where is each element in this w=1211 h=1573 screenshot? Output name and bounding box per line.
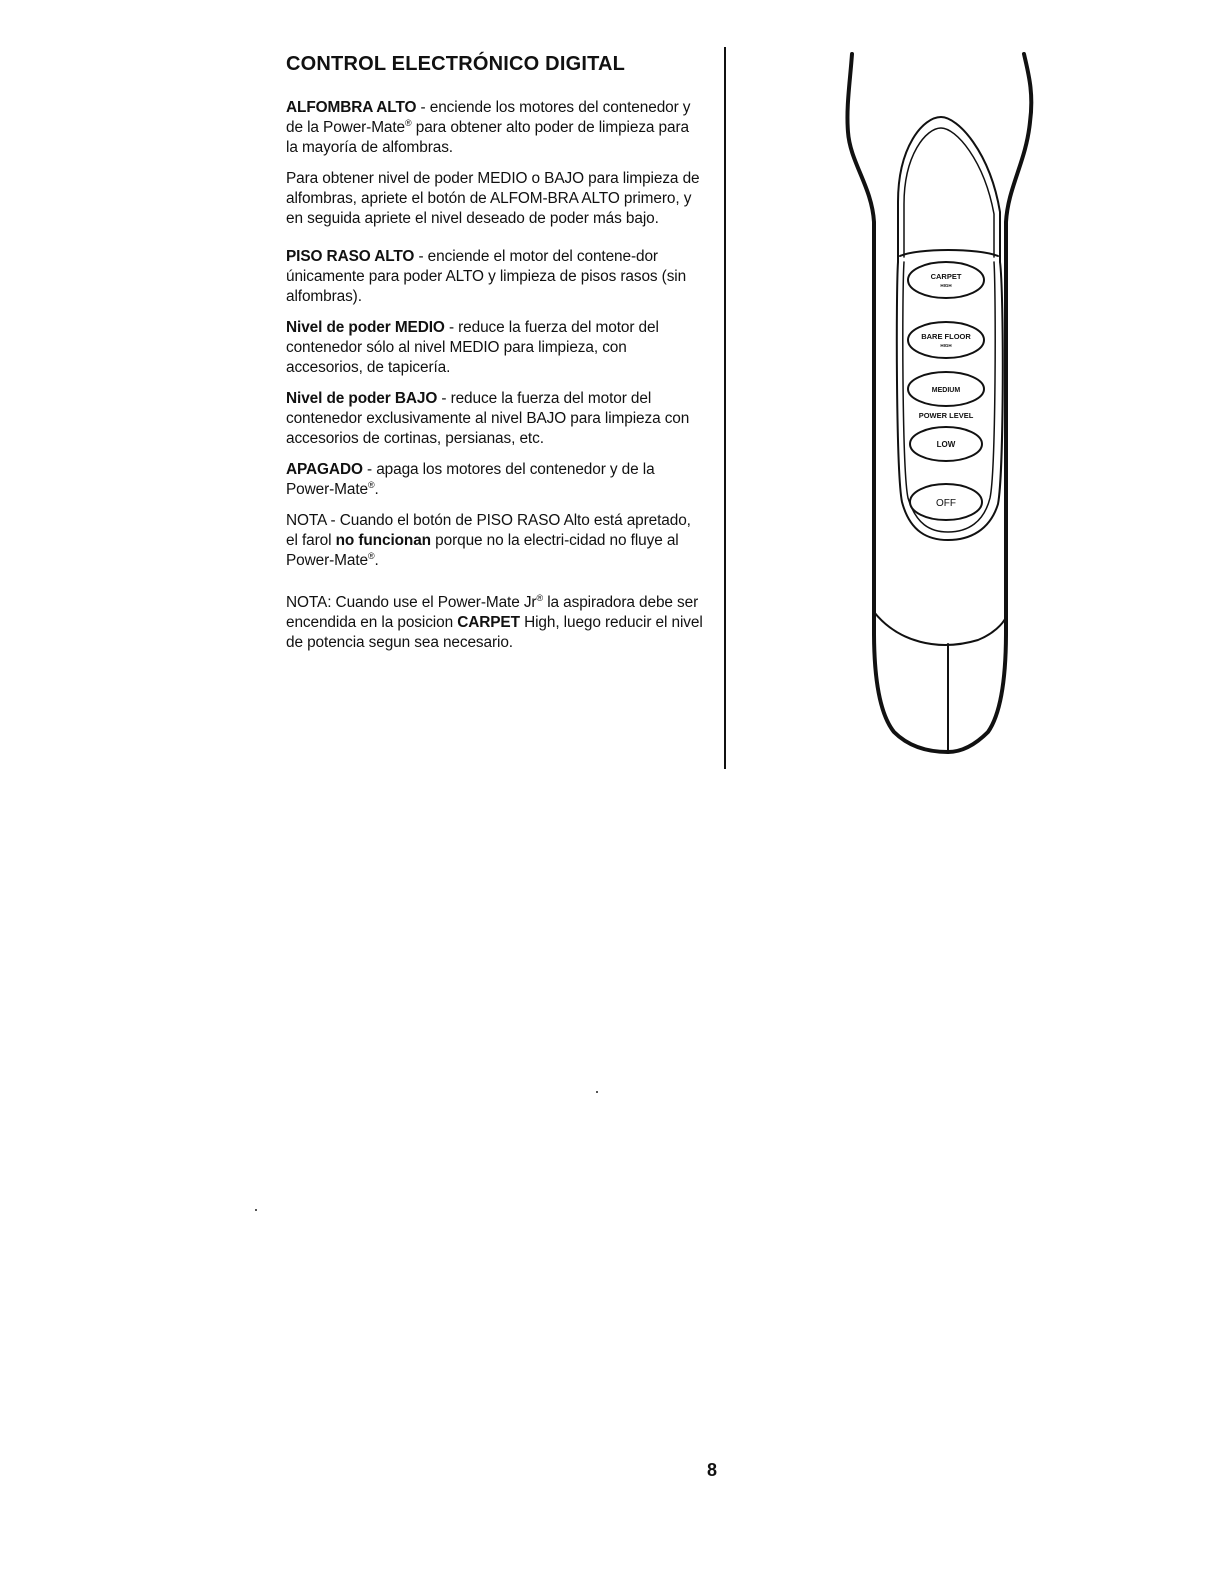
text-off-2: . xyxy=(374,481,379,498)
paragraph-medium-level xyxy=(286,318,704,378)
text-note-1-3: . xyxy=(374,552,379,569)
paragraph-medium-low-carpet: Para obtener nivel de poder MEDIO o BAJO para limpieza de alfombras, apriete el botón de ALFOM-BRA ALTO primero, y en seguida apriete el nivel deseado de poder más bajo. xyxy=(286,170,700,227)
panel-top-cap xyxy=(900,250,998,256)
scan-speck xyxy=(596,1091,598,1093)
paragraph-note-2 xyxy=(286,593,704,653)
power-level-label: POWER LEVEL xyxy=(918,411,974,420)
paragraph-note-1 xyxy=(286,511,704,571)
registered-mark: ® xyxy=(405,117,412,128)
document-body xyxy=(286,52,704,664)
emphasis-carpet: CARPET xyxy=(457,614,520,631)
text-note-2-2: la aspiradora debe ser encendida en la posicion xyxy=(286,594,699,631)
vacuum-handle-illustration xyxy=(838,52,1038,772)
grip-curve xyxy=(874,612,1006,645)
term-low-level: Nivel de poder BAJO xyxy=(286,390,438,407)
panel-arch-inner xyxy=(904,128,994,257)
handle-outline-right xyxy=(948,54,1031,752)
registered-mark: ® xyxy=(367,550,375,561)
page-number: 8 xyxy=(707,1460,718,1480)
medium-label: MEDIUM xyxy=(931,387,961,394)
text-medium-level: - reduce la fuerza del motor del contenedor sólo al nivel MEDIO para limpieza, con accesorios, de tapicería. xyxy=(286,319,659,376)
paragraph-bare-floor-high xyxy=(286,247,704,307)
term-off: APAGADO xyxy=(286,461,363,478)
term-carpet-high: ALFOMBRA ALTO xyxy=(286,99,417,116)
text-note-2-1: NOTA: Cuando use el Power-Mate Jr xyxy=(286,594,537,611)
carpet-label: CARPET xyxy=(930,272,962,281)
carpet-sub-label: HIGH xyxy=(940,283,952,288)
text-note-2-3: High, luego reducir el nivel de potencia segun sea necesario. xyxy=(286,614,703,651)
text-bare-floor-high: - enciende el motor del contene-dor únicamente para poder ALTO y limpieza de pisos rasos (sin alfombras). xyxy=(286,248,687,305)
paragraph-carpet-high xyxy=(286,98,704,158)
bare-floor-sub-label: HIGH xyxy=(940,343,952,348)
scan-speck xyxy=(255,1209,257,1211)
paragraph-off xyxy=(286,460,704,500)
column-divider xyxy=(724,47,726,769)
off-label: OFF xyxy=(936,498,956,509)
section-title: CONTROL ELECTRÓNICO DIGITAL xyxy=(286,53,626,75)
text-note-1-1: NOTA - Cuando el botón de PISO RASO Alto está apretado, el farol xyxy=(286,512,691,549)
registered-mark: ® xyxy=(536,592,544,603)
emphasis-no-funcionan: no funcionan xyxy=(335,532,431,549)
bare-floor-label: BARE FLOOR xyxy=(921,332,971,341)
registered-mark: ® xyxy=(367,479,375,490)
term-medium-level: Nivel de poder MEDIO xyxy=(286,319,445,336)
text-low-level: - reduce la fuerza del motor del contenedor exclusivamente al nivel BAJO para limpieza con accesorios de cortinas, persianas, etc. xyxy=(286,390,690,447)
text-note-1-2: porque no la electri-cidad no fluye al Power-Mate xyxy=(286,532,679,569)
paragraph-low-level xyxy=(286,389,704,449)
term-bare-floor-high: PISO RASO ALTO xyxy=(286,248,415,265)
text-off-1: - apaga los motores del contenedor y de la Power-Mate xyxy=(286,461,655,498)
text-carpet-high-1: - enciende los motores del contenedor y de la Power-Mate xyxy=(286,99,691,136)
panel-arch-outer xyxy=(898,117,1000,262)
low-label: LOW xyxy=(936,440,956,449)
text-carpet-high-2: para obtener alto poder de limpieza para la mayoría de alfombras. xyxy=(286,119,689,156)
